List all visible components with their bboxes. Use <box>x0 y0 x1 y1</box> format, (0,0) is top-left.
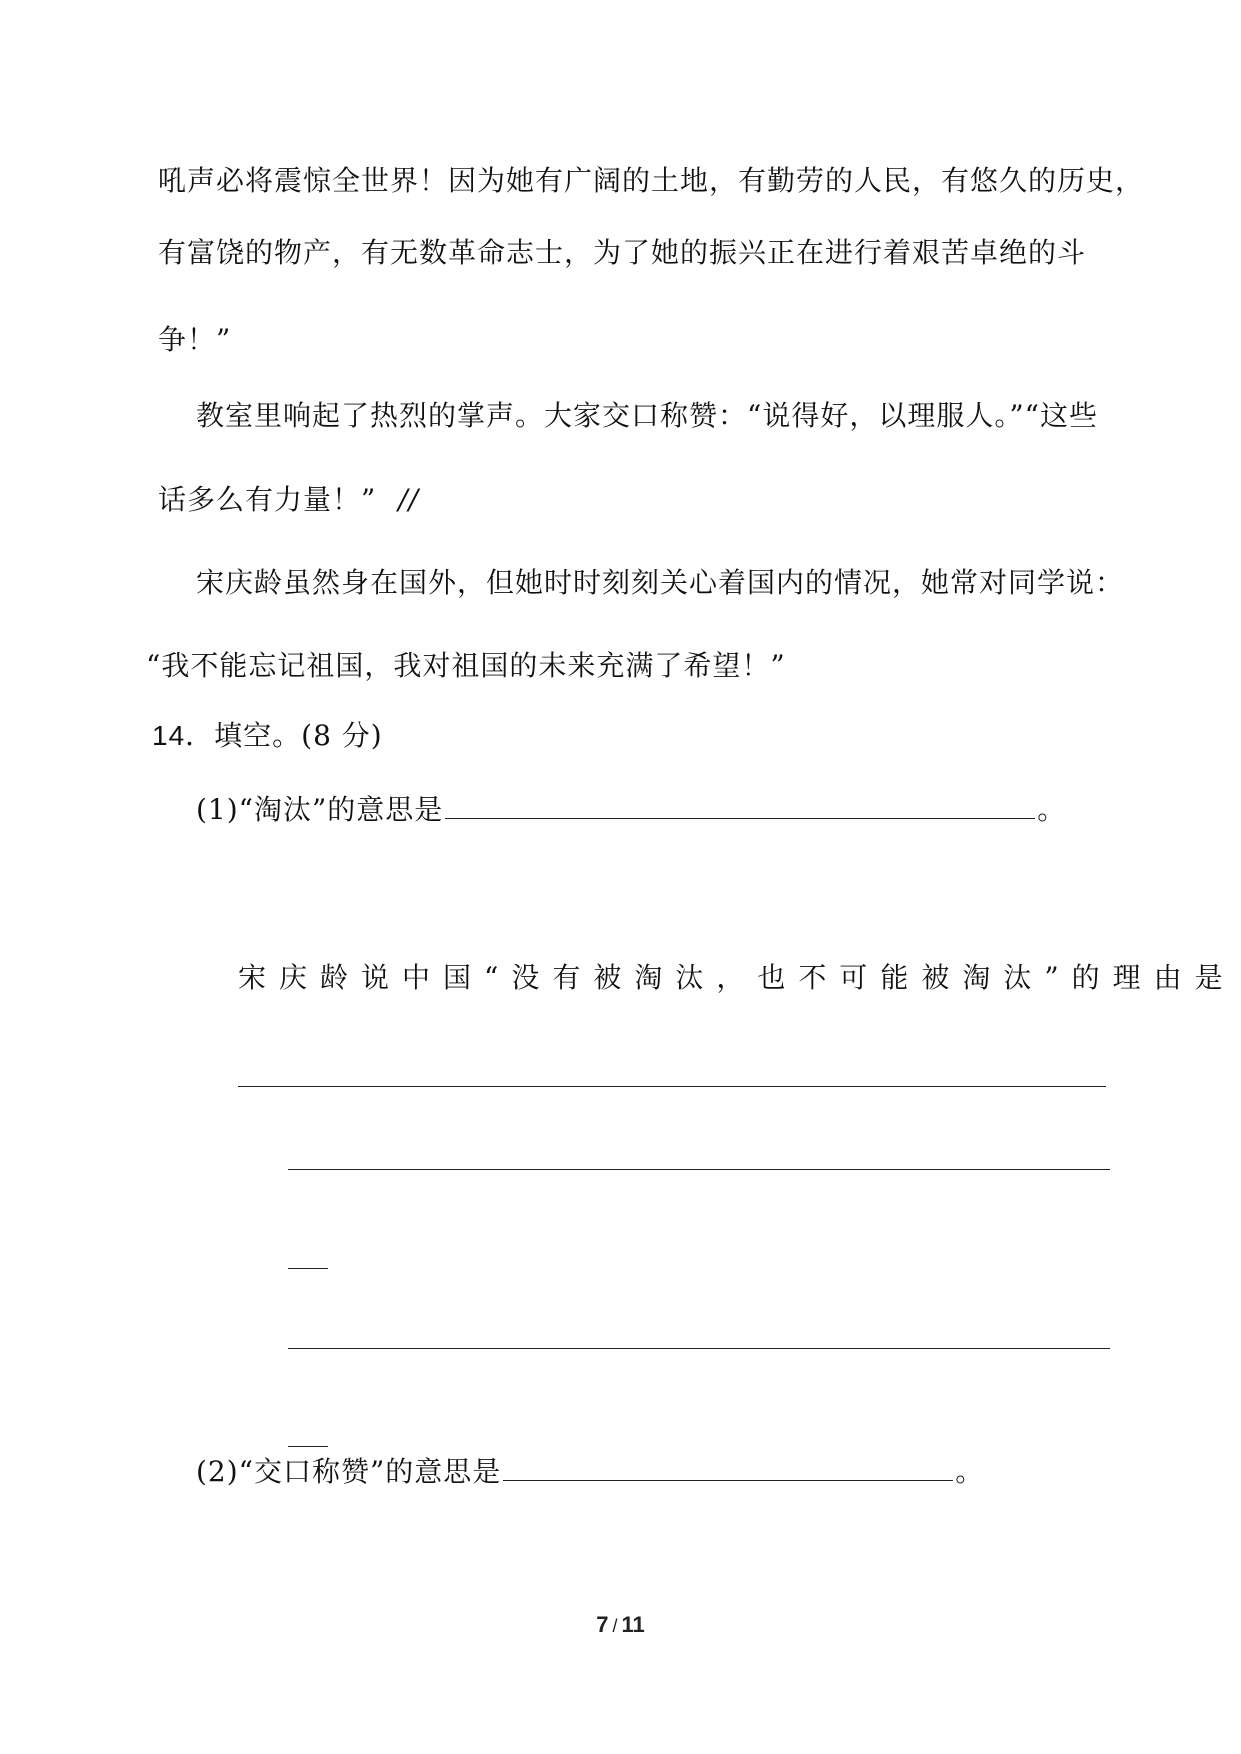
question-heading <box>152 718 383 754</box>
subquestion-2-end: 。 <box>955 1455 985 1488</box>
answer-line-1[interactable] <box>238 1086 1106 1087</box>
subquestion-1-end: 。 <box>1037 793 1067 826</box>
question-title: 填空。(8 分) <box>214 719 383 752</box>
passage-line-1: 吼声必将震惊全世界！因为她有广阔的土地，有勤劳的人民，有悠久的历史， <box>158 164 1145 197</box>
passage-line-6: 宋庆龄虽然身在国外，但她时时刻刻关心着国内的情况，她常对同学说： <box>196 566 1125 599</box>
subquestion-1-followup: 宋庆龄说中国“没有被淘汰，也不可能被淘汰”的理由是 <box>238 961 1236 994</box>
passage-line-4: 教室里响起了热烈的掌声。大家交口称赞：“说得好，以理服人。”“这些 <box>196 399 1098 432</box>
passage-line-2: 有富饶的物产，有无数革命志士，为了她的振兴正在进行着艰苦卓绝的斗 <box>158 236 1087 269</box>
page-separator: / <box>612 1616 618 1636</box>
passage-line-5 <box>158 482 419 518</box>
answer-line-2[interactable] <box>288 1169 1110 1170</box>
subquestion-1-label: (1)“淘汰”的意思是 <box>196 793 444 826</box>
total-pages: 11 <box>621 1612 645 1637</box>
page-number <box>0 1612 1241 1638</box>
subquestion-2-label: (2)“交口称赞”的意思是 <box>196 1455 502 1488</box>
answer-blank-2[interactable] <box>503 1452 953 1481</box>
passage-line-7: “我不能忘记祖国，我对祖国的未来充满了希望！” <box>146 649 786 682</box>
section-mark: // <box>398 483 420 516</box>
answer-blank-1[interactable] <box>445 790 1035 819</box>
answer-line-3-tail[interactable] <box>288 1446 328 1447</box>
passage-line-3: 争！” <box>158 323 232 356</box>
subquestion-1 <box>196 790 1066 828</box>
subquestion-2 <box>196 1452 984 1490</box>
current-page: 7 <box>596 1612 609 1637</box>
question-number: 14． <box>152 720 215 751</box>
answer-line-3[interactable] <box>288 1348 1110 1349</box>
answer-line-2-tail[interactable] <box>288 1268 328 1269</box>
passage-line-5-text: 话多么有力量！” <box>158 483 377 516</box>
